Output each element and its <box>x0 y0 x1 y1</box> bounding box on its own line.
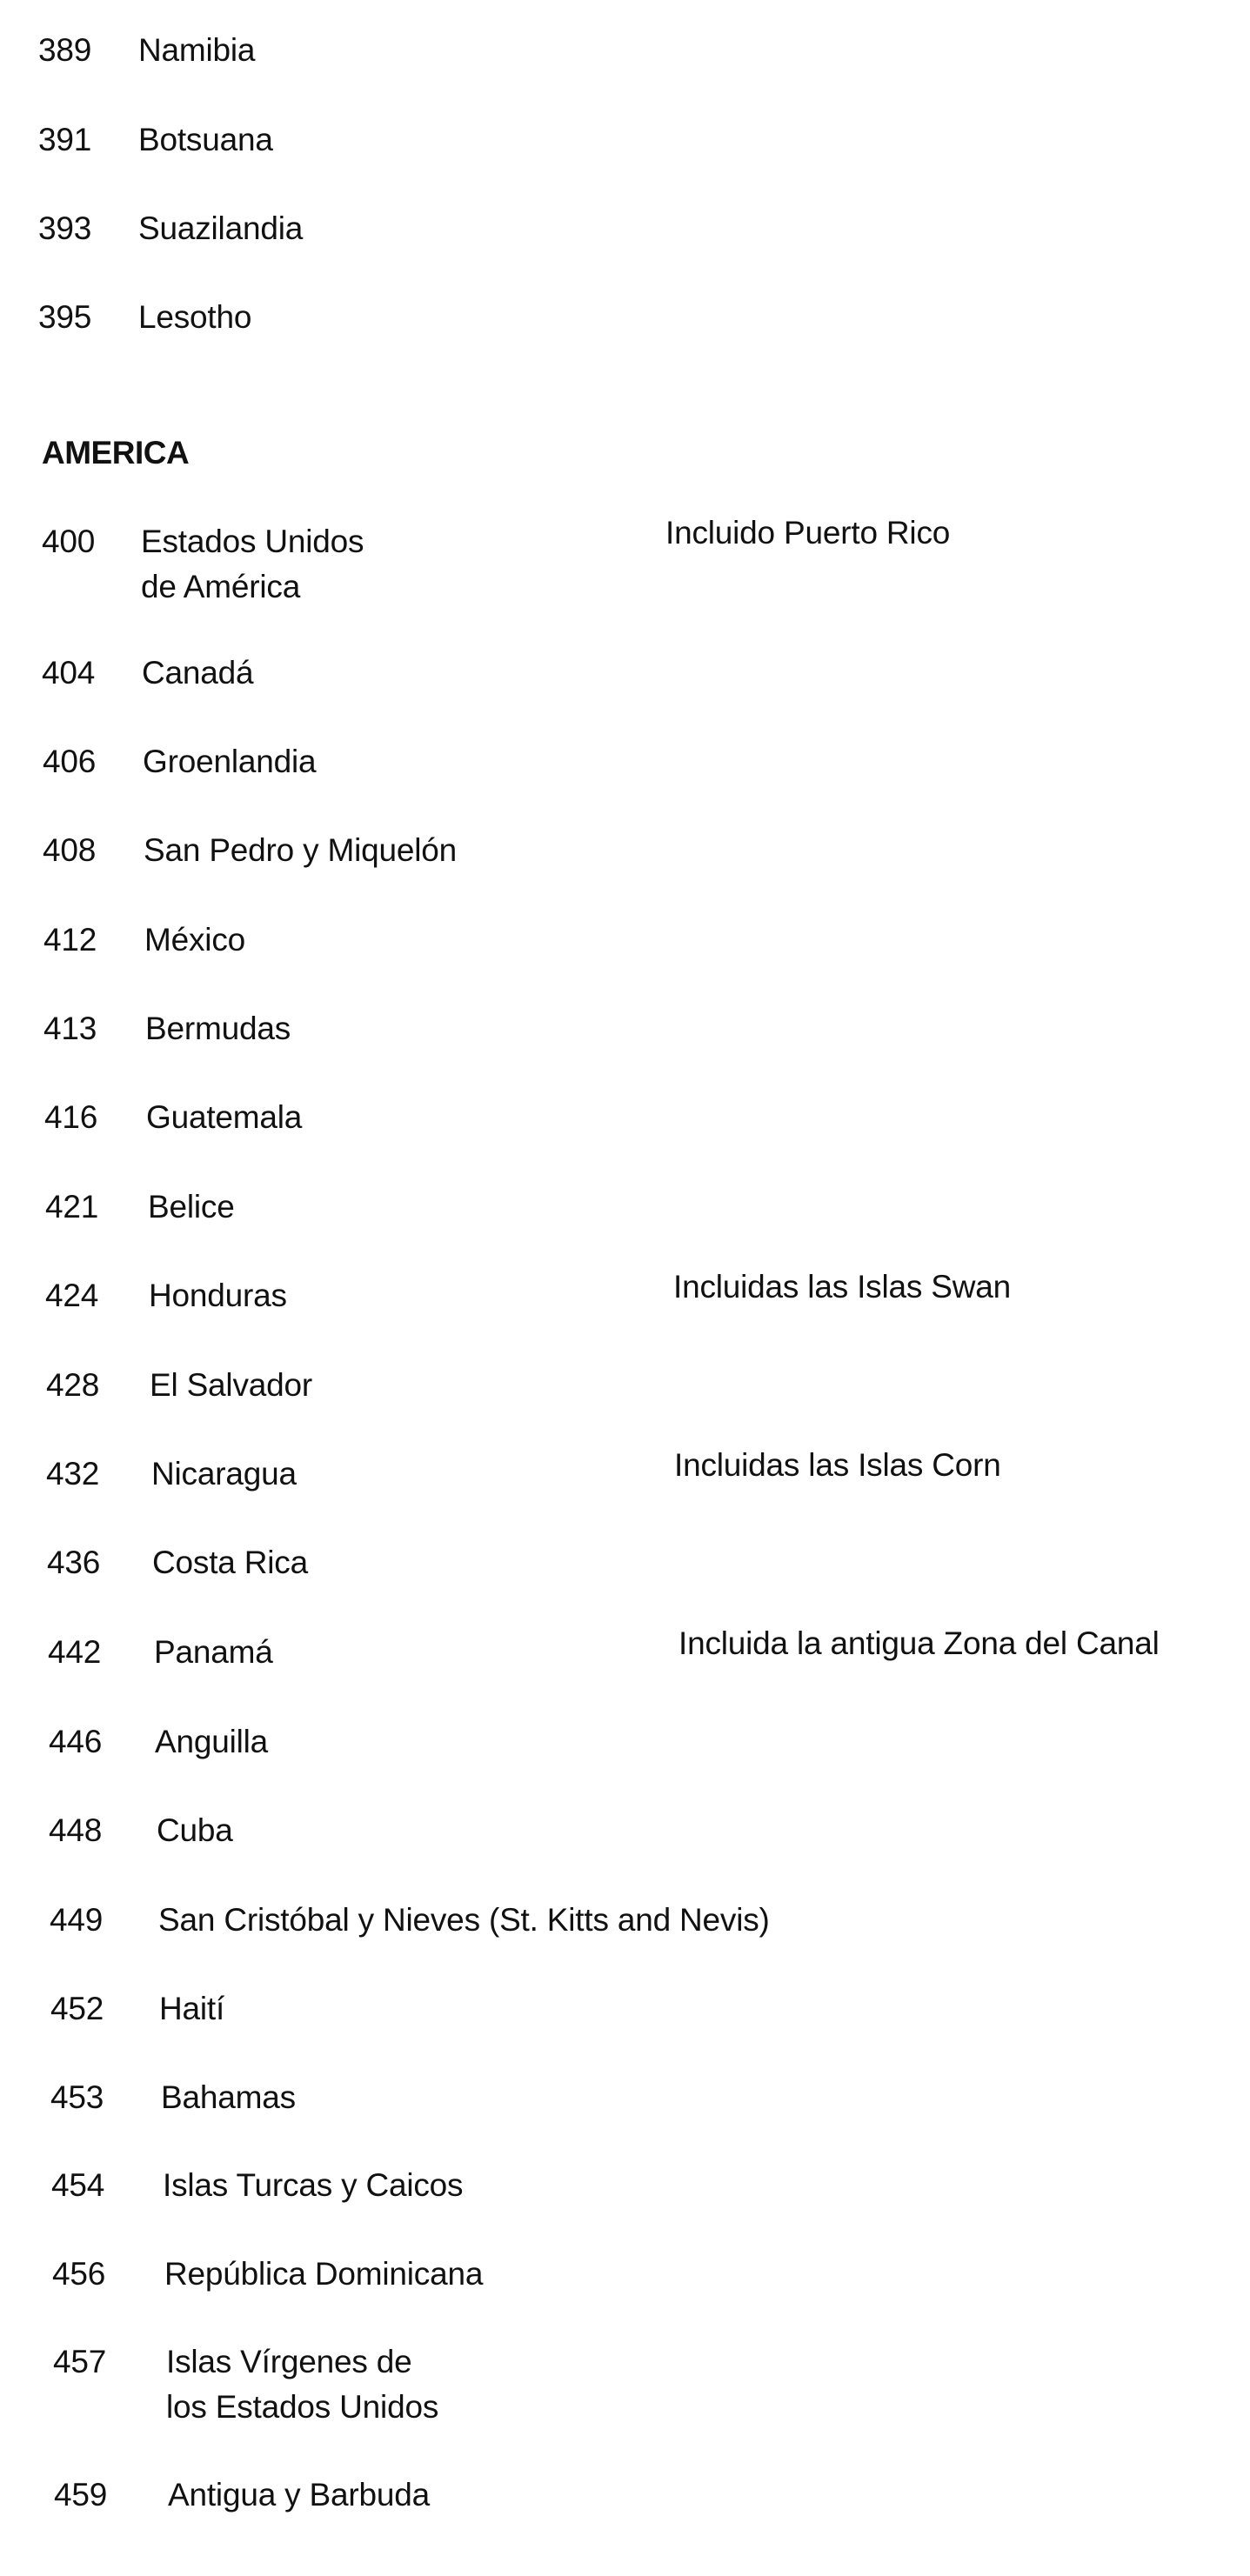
country-code: 449 <box>50 1902 104 1938</box>
list-item <box>0 1898 1218 1950</box>
list-item <box>0 1540 1218 1592</box>
country-note: Incluida la antigua Zona del Canal <box>678 1625 1160 1661</box>
list-item <box>0 1808 1218 1860</box>
list-item <box>0 28 1218 80</box>
list-item <box>0 1719 1218 1772</box>
list-item <box>0 2075 1218 2127</box>
list-item <box>0 2339 1218 2435</box>
list-item <box>0 918 1218 970</box>
country-name: Belice <box>148 1189 235 1225</box>
country-code: 436 <box>47 1545 101 1580</box>
country-name: Bahamas <box>161 2079 296 2115</box>
country-code: 432 <box>46 1456 100 1492</box>
list-item <box>0 828 1218 880</box>
country-name: Nicaragua <box>151 1456 297 1492</box>
country-name: Panamá <box>154 1634 273 1670</box>
country-code: 424 <box>45 1278 99 1313</box>
list-item <box>0 1363 1218 1415</box>
country-name: El Salvador <box>150 1367 313 1403</box>
country-code: 446 <box>49 1724 103 1759</box>
country-name: Bermudas <box>145 1011 291 1046</box>
country-code: 452 <box>50 1991 104 2026</box>
country-code: 457 <box>53 2344 107 2379</box>
country-name: Haití <box>159 1991 225 2026</box>
country-name-line-1: Estados Unidos <box>141 524 364 559</box>
country-name: Guatemala <box>146 1099 303 1135</box>
list-item <box>0 295 1218 347</box>
list-item <box>0 1095 1218 1147</box>
country-name: Anguilla <box>155 1724 269 1759</box>
country-note: Incluidas las Islas Swan <box>673 1269 1011 1305</box>
list-item <box>0 1986 1218 2039</box>
country-code: 408 <box>43 832 97 868</box>
country-code: 412 <box>43 922 97 958</box>
country-name: Suazilandia <box>138 210 304 246</box>
country-name <box>166 2339 438 2430</box>
list-item <box>0 1447 1218 1504</box>
country-code: 448 <box>49 1812 103 1848</box>
country-code: 453 <box>50 2079 104 2115</box>
country-code: 404 <box>42 655 96 691</box>
country-code: 454 <box>51 2167 105 2203</box>
list-item <box>0 1625 1218 1682</box>
country-code: 389 <box>38 32 92 68</box>
country-name: Canadá <box>142 655 254 691</box>
country-name: Costa Rica <box>152 1545 308 1580</box>
list-item <box>0 206 1218 258</box>
country-name-line-2: de América <box>141 569 301 604</box>
list-item <box>0 515 1218 615</box>
country-name: Botsuana <box>138 122 273 157</box>
section-heading: AMERICA <box>42 435 190 470</box>
country-code: 400 <box>42 524 96 559</box>
country-code: 416 <box>44 1099 98 1135</box>
country-name: San Cristóbal y Nieves (St. Kitts and Nevis) <box>158 1902 770 1938</box>
country-code: 421 <box>45 1189 99 1225</box>
list-item <box>0 1006 1218 1058</box>
country-code: 391 <box>38 122 92 157</box>
country-code: 395 <box>38 299 92 335</box>
country-code: 459 <box>54 2477 108 2513</box>
country-name <box>141 519 364 610</box>
country-name: Cuba <box>157 1812 233 1848</box>
country-name: Islas Turcas y Caicos <box>163 2167 464 2203</box>
country-code: 406 <box>43 744 97 779</box>
country-code: 393 <box>38 210 92 246</box>
country-name: Lesotho <box>138 299 252 335</box>
list-item <box>0 117 1218 170</box>
country-name: Antigua y Barbuda <box>168 2477 431 2513</box>
list-item <box>0 1185 1218 1237</box>
list-item <box>0 2473 1218 2525</box>
country-note: Incluido Puerto Rico <box>665 515 951 551</box>
list-item <box>0 739 1218 791</box>
country-name: México <box>144 922 245 958</box>
country-note: Incluidas las Islas Corn <box>674 1447 1001 1483</box>
list-item <box>0 1269 1218 1325</box>
country-name-line-2: los Estados Unidos <box>166 2389 439 2425</box>
country-code: 456 <box>52 2256 106 2292</box>
list-item <box>0 651 1218 703</box>
country-code: 428 <box>46 1367 100 1403</box>
country-name: San Pedro y Miquelón <box>144 832 458 868</box>
country-name: Honduras <box>149 1278 287 1313</box>
country-name: República Dominicana <box>164 2256 484 2292</box>
list-item <box>0 2163 1218 2215</box>
country-code: 442 <box>48 1634 102 1670</box>
country-name: Namibia <box>138 32 256 68</box>
list-item <box>0 2252 1218 2304</box>
country-name: Groenlandia <box>143 744 317 779</box>
country-name-line-1: Islas Vírgenes de <box>166 2344 412 2379</box>
country-code: 413 <box>43 1011 97 1046</box>
